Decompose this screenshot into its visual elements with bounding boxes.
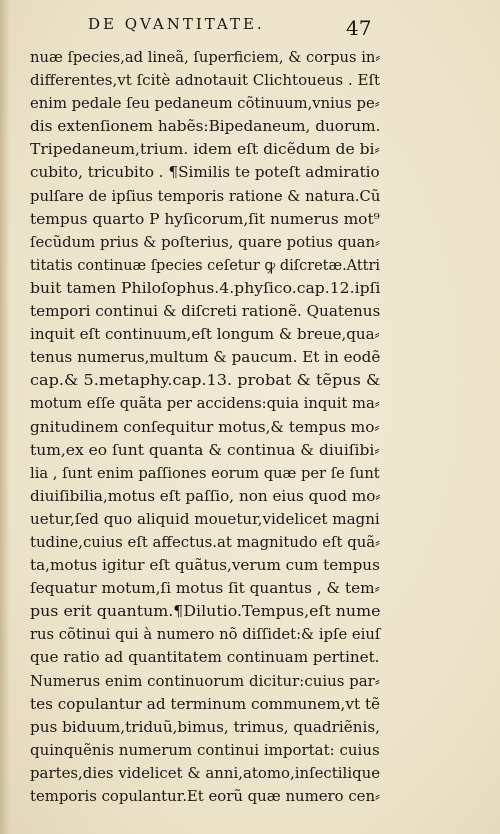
text-line: Tripedaneum,trium. idem eſt dicẽdum de bi⸗ <box>30 140 380 159</box>
text-line: ſequatur motum,ſi motus ſit quantus , & tem⸗ <box>30 579 380 598</box>
text-line: pulſare de ipſius temporis ratione & natura.Cũ <box>30 186 381 205</box>
text-line: cap.& 5.metaphy.cap.13. probat & tẽpus & <box>30 371 381 390</box>
text-line: rus cõtinui qui à numero nõ diſſidet:& ipſe eiuſ <box>30 625 381 644</box>
text-line: cubito, tricubito . ¶Similis te poteſt admiratio <box>30 163 380 182</box>
text-line: tum,ex eo ſunt quanta & continua & diuiſibi⸗ <box>30 440 380 459</box>
text-line: titatis continuæ ſpecies ceſetur ꝙ diſcretæ.Attri <box>30 255 381 274</box>
text-line: enim pedale ſeu pedaneum cõtinuum,vnius pe⸗ <box>30 94 380 113</box>
text-line: inquit eſt continuum,eſt longum & breue,qua⸗ <box>30 325 380 344</box>
text-line: tenus numerus,multum & paucum. Et in eodẽ <box>30 348 381 367</box>
page-gutter-shadow <box>0 0 10 834</box>
text-line: ta,motus igitur eſt quãtus,verum cum tempus <box>30 556 380 575</box>
text-line: lia , ſunt enim paſſiones eorum quæ per ſe ſunt <box>30 463 380 482</box>
page-number: 47 <box>346 16 372 40</box>
text-line: nuæ ſpecies,ad lineã, ſuperficiem, & corpus in⸗ <box>30 48 381 66</box>
body-text <box>30 46 380 808</box>
text-line: tempori continui & diſcreti rationẽ. Quatenus <box>30 302 381 321</box>
text-line: differentes,vt ſcitè adnotauit Clichtoueus . Eſt <box>30 71 381 90</box>
text-line: buit tamen Philoſophus.4.phyſico.cap.12.ipſi <box>30 278 381 297</box>
text-line: tudine,cuius eſt affectus.at magnitudo eſt quã⸗ <box>30 532 381 551</box>
text-line: pus biduum,triduũ,bimus, trimus, quadriẽnis, <box>30 717 380 736</box>
text-line: tempus quarto P hyſicorum,ſit numerus mot⁹ <box>30 209 380 228</box>
text-line: partes,dies videlicet & anni,atomo,inſectilique <box>30 763 381 782</box>
text-line: Numerus enim continuorum dicitur:cuius par⸗ <box>30 671 380 690</box>
text-line: motum eſſe quãta per accidens:quia inquit ma⸗ <box>30 394 380 413</box>
text-line: quinquẽnis numerum continui importat: cuius <box>30 740 380 759</box>
text-line: temporis copulantur.Et eorũ quæ numero cen⸗ <box>30 787 380 805</box>
text-line: ſecũdum prius & poſterius, quare potius quan⸗ <box>30 232 380 251</box>
text-line: uetur,ſed quo aliquid mouetur,videlicet magni <box>30 509 380 528</box>
text-line: que ratio ad quantitatem continuam pertinet. <box>30 648 380 667</box>
text-line: diuiſibilia,motus eſt paſſio, non eius quod mo⸗ <box>30 486 381 505</box>
text-line: gnitudinem conſequitur motus,& tempus mo⸗ <box>30 417 380 436</box>
text-line: tes copulantur ad terminum communem,vt tẽ <box>30 694 381 713</box>
running-head: DE QVANTITATE. <box>88 15 265 33</box>
text-line: pus erit quantum.¶Dilutio.Tempus,eſt nume <box>30 602 381 621</box>
text-line: dis extenſionem habẽs:Bipedaneum, duorum. <box>30 117 381 136</box>
